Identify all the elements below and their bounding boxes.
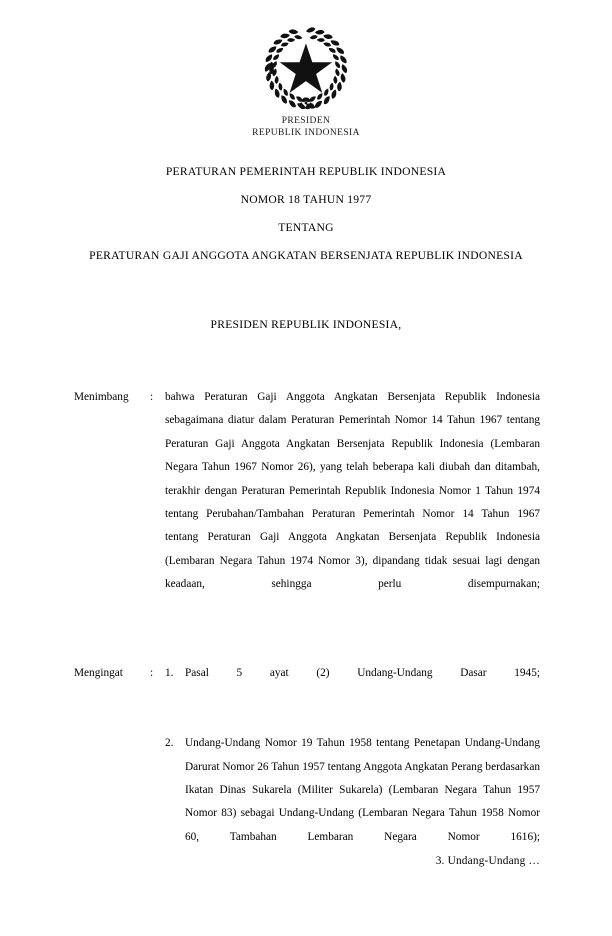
title-regulation-type: PERATURAN PEMERINTAH REPUBLIK INDONESIA [165,165,447,178]
list-item-number: 2. [165,737,174,750]
mengingat-label: Mengingat [74,667,123,679]
menimbang-text: bahwa Peraturan Gaji Anggota Angkatan Bersenjata Republik Indonesia sebagaimana diatur dalam Peraturan Pemerintah Nomor 14 Tahun 1967 tentang Peraturan Gaji Anggota Angkatan Bersenjata Republik Indonesia (Lembaran Negara Tahun 1967 Nomor 26), yang telah beberapa kali diubah dan ditambah, terakhir dengan Peraturan Pemerintah Republik Indonesia Nomor 1 Tahun 1974 tentang Perubahan/Tambahan Peraturan Pemerintah Nomor 14 Tahun 1967 tentang Peraturan Gaji Anggota Angkatan Bersenjata Republik Indonesia (Lembaran Negara Tahun 1974 Nomor 3), dipandang tidak sesuai lagi dengan keadaan, sehingga perlu disempurnakan; [165,391,540,591]
menimbang-clause [74,386,540,620]
menimbang-colon: : [150,391,154,403]
title-number-year: NOMOR 18 TAHUN 1977 [240,193,372,206]
mengingat-clause [74,662,540,873]
list-item-text: Undang-Undang Nomor 19 Tahun 1958 tentang Penetapan Undang-Undang Darurat Nomor 26 Tahun 1957 tentang Anggota Angkatan Perang berdasarkan Ikatan Dinas Sukarela (Militer Sukarela) (Lembaran Negara Tahun 1957 Nomor 83) sebagai Undang-Undang (Lembaran Negara Tahun 1958 Nomor 60, Tambahan Lembaran Negara Nomor 1616); [185,737,540,843]
mengingat-colon: : [150,667,154,679]
emblem-block [0,22,612,139]
mengingat-list [165,662,540,873]
signatory-heading: PRESIDEN REPUBLIK INDONESIA, [210,318,402,331]
garuda-star-wreath-emblem [260,22,352,114]
title-subject: PERATURAN GAJI ANGGOTA ANGKATAN BERSENJATA REPUBLIK INDONESIA [89,249,523,262]
list-item [165,662,540,709]
title-tentang: TENTANG [278,221,334,234]
menimbang-body [165,386,540,620]
list-item-number: 1. [165,667,174,679]
document-title-block [71,158,541,270]
emblem-caption [0,116,612,139]
list-item-text: Pasal 5 ayat (2) Undang-Undang Dasar 1945; [185,667,540,679]
page-catchword: 3. Undang-Undang … [435,855,540,867]
menimbang-label: Menimbang [74,391,129,403]
emblem-caption-line1: PRESIDEN [281,116,331,126]
emblem-caption-line2: REPUBLIK INDONESIA [252,127,360,138]
